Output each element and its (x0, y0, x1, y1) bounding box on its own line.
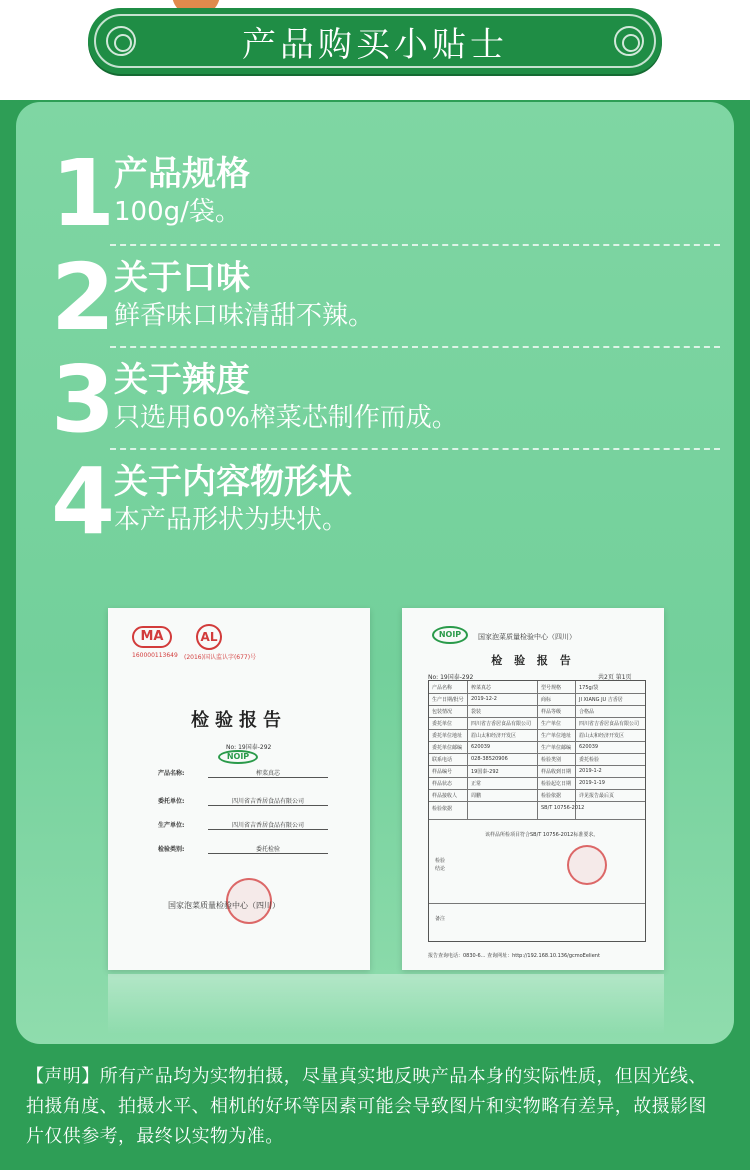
item-title: 关于辣度 (114, 360, 250, 400)
info-panel (16, 102, 734, 1044)
item-number: 4 (50, 448, 115, 555)
report-title: 检 验 报 告 (491, 654, 575, 667)
report-field: 委托单位: 四川省吉香居食品有限公司 (158, 796, 328, 808)
cal-logo: AL (196, 624, 222, 650)
page-indicator: 共2页 第1页 (598, 674, 632, 681)
page-title: 产品购买小贴士 (242, 24, 508, 65)
report-footer: 报告查询电话：0830-6... 查询网址：http://192.168.10.136/gcmoEelient (428, 953, 600, 959)
noip-logo: NOIP (218, 750, 258, 764)
remark-label: 备注 (435, 916, 446, 922)
ma-logo: MA (132, 626, 172, 648)
report-number: No: 19国泰-292 (226, 744, 272, 751)
divider (110, 244, 720, 246)
item-desc: 只选用60%榨菜芯制作而成。 (114, 403, 458, 433)
ma-number: 160000113649 (132, 652, 178, 659)
disclaimer-notice: 【声明】所有产品均为实物拍摄，尽量真实地反映产品本身的实际性质，但因光线、拍摄角度、拍摄水平、相机的好坏等因素可能会导致图片和实物略有差异，故摄影图片仅供参考，最终以实物为准。 (26, 1066, 707, 1147)
documents-reflection (108, 974, 664, 1034)
item-number: 3 (50, 346, 115, 453)
report-number: No: 19国泰-292 (428, 674, 474, 681)
header-banner (88, 8, 662, 74)
item-number: 2 (50, 244, 115, 351)
info-item-flavor (16, 244, 734, 351)
divider (110, 346, 720, 348)
lemon-slice-icon (614, 26, 644, 56)
item-desc: 本产品形状为块状。 (114, 505, 349, 535)
report-title: 检验报告 (191, 710, 287, 731)
lemon-slice-icon (106, 26, 136, 56)
inspection-report-page (402, 608, 664, 970)
cal-number: (2016)国认监认字(677)号 (184, 654, 257, 661)
item-desc: 100g/袋。 (114, 197, 241, 227)
report-field: 产品名称: 榨菜真芯 (158, 768, 328, 780)
inspection-center: 国家泡菜质量检验中心（四川） (478, 633, 576, 641)
report-issuer: 国家泡菜质量检验中心（四川） (168, 901, 280, 910)
official-stamp (567, 845, 607, 885)
item-title: 产品规格 (114, 154, 250, 194)
inspection-report-cover (108, 608, 370, 970)
divider (110, 448, 720, 450)
report-field: 检验类别: 委托检验 (158, 844, 328, 856)
conclusion-label: 检验结论 (435, 858, 446, 872)
noip-logo: NOIP (432, 626, 468, 644)
item-number: 1 (50, 140, 115, 247)
report-field: 生产单位: 四川省吉香居食品有限公司 (158, 820, 328, 832)
item-desc: 鲜香味口味清甜不辣。 (114, 301, 375, 331)
item-title: 关于内容物形状 (114, 462, 352, 502)
item-title: 关于口味 (114, 258, 250, 298)
info-item-spiciness (16, 346, 734, 453)
info-item-spec (16, 140, 734, 247)
report-table: 产品名称 榨菜真芯 型号规格 175g/袋 生产日期/批号 2019-12-2 商标 JI XIANG JU 吉香居 包装情况 袋装 样品等级 合格品 委托单位 四川省吉香居食品有限公司 生产单位 四川省吉香居食品有限公司 委托单位地址 眉山太和经济开发区 生产单位地址 眉山太和经济开发区 委托单位邮编 620039 生产单位邮编 620039 联系电话 028-38520906 检验类别 委托检验 样品编号 19国泰-292 样品收到日期 2019-1-2 样品状态 正常 检验起讫日期 2019-1-19 样品接收人 周鹏 检验依据 详见报告最后页 检验依据 SB/T 10756-2012 检验结论 该样品所检项目符合SB/T 10756-2012标准要求。 备注 (428, 680, 646, 942)
conclusion-text: 该样品所检项目符合SB/T 10756-2012标准要求。 (485, 832, 599, 838)
info-item-shape (16, 448, 734, 555)
